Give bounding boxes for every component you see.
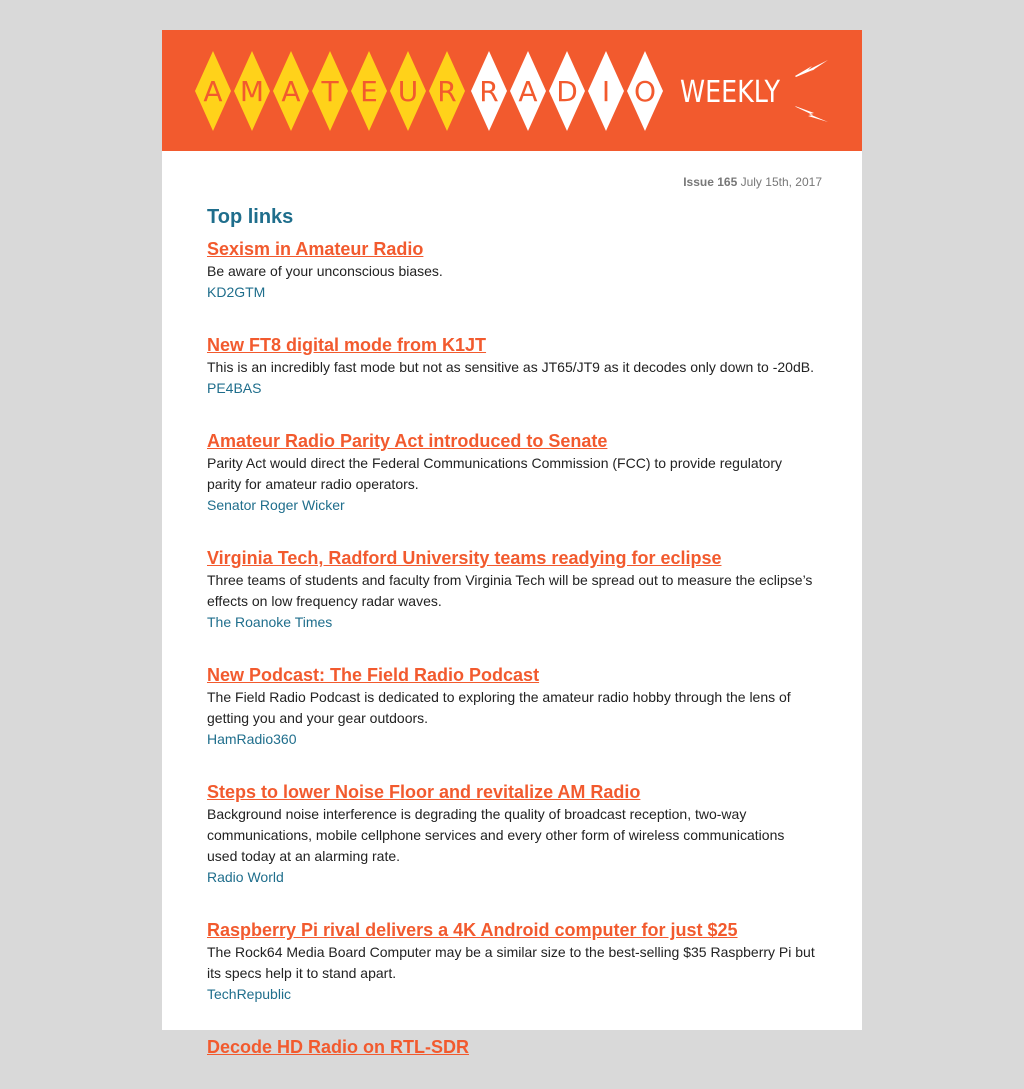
- article-item: [207, 430, 817, 516]
- article-item: [207, 238, 817, 303]
- article-source-link[interactable]: Radio World: [207, 869, 284, 885]
- svg-text:U: U: [397, 75, 419, 108]
- article-title-link[interactable]: Raspberry Pi rival delivers a 4K Android computer for just $25: [207, 920, 738, 940]
- article-source-link[interactable]: Senator Roger Wicker: [207, 497, 345, 513]
- article-item: [207, 334, 817, 399]
- issue-number: Issue 165: [683, 175, 738, 189]
- article-source-link[interactable]: PE4BAS: [207, 380, 262, 396]
- svg-text:A: A: [203, 75, 223, 108]
- article-title-link[interactable]: New Podcast: The Field Radio Podcast: [207, 665, 540, 685]
- svg-text:E: E: [360, 75, 378, 108]
- article-title-link[interactable]: Amateur Radio Parity Act introduced to Senate: [207, 431, 608, 451]
- article-item: [207, 919, 817, 1005]
- amateur-radio-weekly-logo: [162, 30, 862, 151]
- svg-text:A: A: [281, 75, 301, 108]
- article-item: [207, 664, 817, 750]
- article-item: [207, 1036, 817, 1058]
- svg-text:I: I: [601, 75, 611, 108]
- svg-text:R: R: [437, 75, 457, 108]
- article-title-link[interactable]: Steps to lower Noise Floor and revitalize AM Radio: [207, 782, 641, 802]
- article-description: This is an incredibly fast mode but not as sensitive as JT65/JT9 as it decodes only down to -20dB.: [207, 359, 814, 375]
- svg-text:M: M: [239, 75, 265, 108]
- article-title-link[interactable]: Virginia Tech, Radford University teams readying for eclipse: [207, 548, 722, 568]
- newsletter-content: [207, 204, 817, 1089]
- svg-text:T: T: [321, 75, 339, 108]
- newsletter-banner: [162, 30, 862, 151]
- svg-text:O: O: [633, 75, 657, 108]
- article-title-link[interactable]: New FT8 digital mode from K1JT: [207, 335, 487, 355]
- article-description: The Field Radio Podcast is dedicated to exploring the amateur radio hobby through the lens of getting you and your gear outdoors.: [207, 689, 791, 726]
- svg-text:D: D: [556, 75, 578, 108]
- article-title-link[interactable]: Sexism in Amateur Radio: [207, 239, 424, 259]
- issue-info: [683, 175, 822, 189]
- article-item: [207, 547, 817, 633]
- article-item: [207, 781, 817, 888]
- issue-date: July 15th, 2017: [740, 175, 822, 189]
- article-description: Be aware of your unconscious biases.: [207, 263, 443, 279]
- svg-text:WEEKLY: WEEKLY: [680, 75, 781, 110]
- article-description: The Rock64 Media Board Computer may be a similar size to the best-selling $35 Raspberry Pi but its specs help it to stand apart.: [207, 944, 815, 981]
- article-title-link[interactable]: Decode HD Radio on RTL-SDR: [207, 1037, 470, 1057]
- svg-text:R: R: [479, 75, 499, 108]
- article-description: Three teams of students and faculty from Virginia Tech will be spread out to measure the eclipse’s effects on low frequency radar waves.: [207, 572, 813, 609]
- svg-text:A: A: [518, 75, 538, 108]
- article-source-link[interactable]: HamRadio360: [207, 731, 297, 747]
- article-source-link[interactable]: The Roanoke Times: [207, 614, 333, 630]
- article-description: Background noise interference is degrading the quality of broadcast reception, two-way communications, mobile cellphone services and every other form of wireless communications used today at an alarming rate.: [207, 806, 785, 864]
- article-description: Parity Act would direct the Federal Communications Commission (FCC) to provide regulatory parity for amateur radio operators.: [207, 455, 782, 492]
- article-source-link[interactable]: KD2GTM: [207, 284, 266, 300]
- article-source-link[interactable]: TechRepublic: [207, 986, 292, 1002]
- newsletter-email: [162, 30, 862, 1057]
- section-heading: Top links: [207, 206, 294, 228]
